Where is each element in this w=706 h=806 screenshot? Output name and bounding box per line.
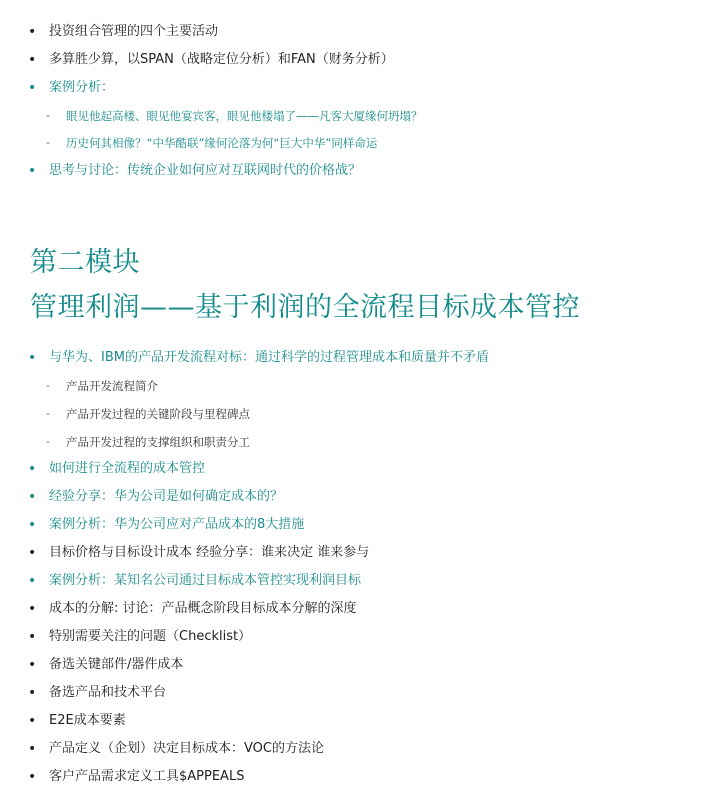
bullet-icon: • — [28, 350, 37, 366]
list-item-text: E2E成本要素 — [49, 713, 126, 728]
list-item-text: 备选关键部件/器件成本 — [49, 657, 184, 672]
list-item-text: 产品开发过程的关键阶段与里程碑点 — [66, 407, 250, 421]
list-item-text: 成本的分解: 讨论：产品概念阶段目标成本分解的深度 — [49, 601, 357, 616]
bullet-icon: • — [28, 629, 37, 645]
dash-icon: - — [46, 109, 50, 122]
dash-icon: - — [46, 407, 50, 420]
list-item-text: 备选产品和技术平台 — [49, 685, 167, 700]
bullet-icon: • — [28, 517, 37, 533]
list-item-text: 产品开发过程的支撑组织和职责分工 — [66, 435, 250, 449]
list-item-text: 眼见他起高楼、眼见他宴宾客，眼见他楼塌了——凡客大厦缘何坍塌？ — [66, 109, 423, 123]
list-item-text: 历史何其相像？“中华酷联”缘何沦落为何“巨大中华”同样命运 — [66, 136, 378, 150]
bullet-icon: • — [28, 601, 37, 617]
dash-icon: - — [46, 136, 50, 149]
bullet-icon: • — [28, 545, 37, 561]
list-item-text: 产品定义（企划）决定目标成本：VOC的方法论 — [49, 741, 324, 756]
bullet-icon: • — [28, 52, 37, 68]
dash-icon: - — [46, 435, 50, 448]
bullet-icon: • — [28, 657, 37, 673]
bullet-icon: • — [28, 80, 37, 96]
list-item-text: 投资组合管理的四个主要活动 — [49, 24, 219, 39]
list-item-text: 经验分享：华为公司是如何确定成本的？ — [49, 489, 284, 504]
list-item-text: 多算胜少算，以SPAN（战略定位分析）和FAN（财务分析） — [49, 52, 394, 67]
dash-icon: - — [46, 379, 50, 392]
bullet-icon: • — [28, 685, 37, 701]
bullet-icon: • — [28, 573, 37, 589]
bullet-icon: • — [28, 461, 37, 477]
list-item-text: 目标价格与目标设计成本 经验分享：谁来决定 谁来参与 — [49, 545, 370, 560]
list-item-text: 与华为、IBM的产品开发流程对标：通过科学的过程管理成本和质量并不矛盾 — [49, 350, 489, 365]
bullet-icon: • — [28, 713, 37, 729]
list-item-text: 特别需要关注的问题（Checklist） — [49, 629, 252, 644]
bullet-icon: • — [28, 163, 37, 179]
list-item-text: 如何进行全流程的成本管控 — [49, 461, 206, 476]
module-title: 第二模块 — [30, 247, 140, 278]
list-item-text: 思考与讨论：传统企业如何应对互联网时代的价格战？ — [49, 163, 362, 178]
list-item-text: 案例分析：某知名公司通过目标成本管控实现利润目标 — [49, 573, 362, 588]
module-subtitle: 管理利润——基于利润的全流程目标成本管控 — [30, 292, 580, 323]
bullet-icon: • — [28, 489, 37, 505]
bullet-icon: • — [28, 769, 37, 785]
list-item-text: 客户产品需求定义工具$APPEALS — [49, 769, 245, 784]
list-item-text: 案例分析：华为公司应对产品成本的8大措施 — [49, 517, 305, 532]
list-item-text: 产品开发流程简介 — [66, 379, 158, 393]
bullet-icon: • — [28, 24, 37, 40]
list-item-text: 案例分析： — [49, 80, 115, 95]
bullet-icon: • — [28, 741, 37, 757]
